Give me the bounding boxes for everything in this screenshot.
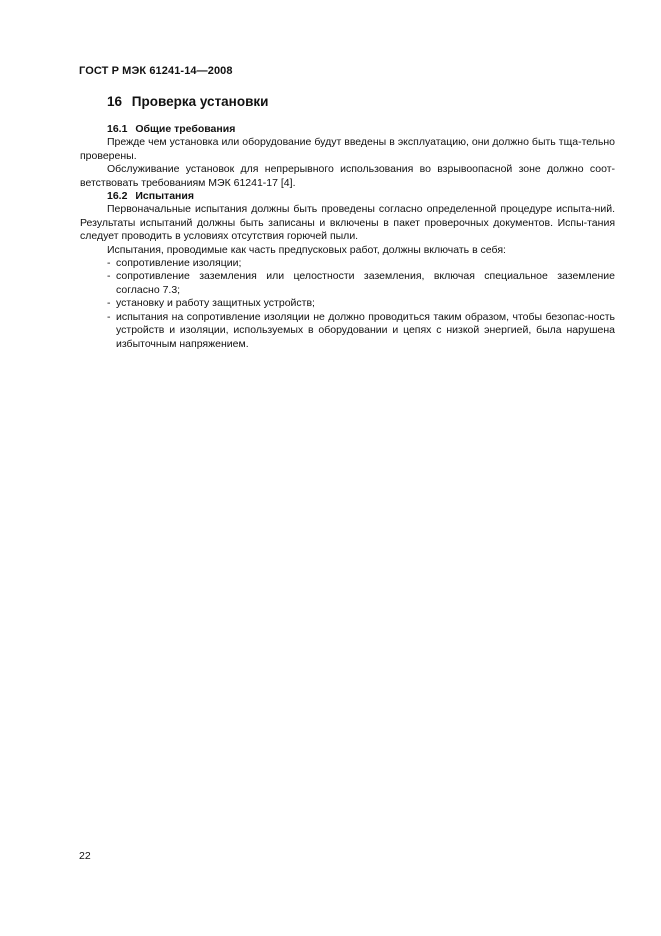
test-requirements-list [80, 257, 615, 351]
section-title-text: Проверка установки [131, 94, 269, 109]
list-item [80, 257, 615, 270]
dash-bullet: - [107, 270, 111, 283]
section-heading [107, 94, 268, 109]
list-item-text: сопротивление заземления или целостности заземления, включая специальное заземление согласно 7.3; [116, 270, 615, 296]
list-item-text: сопротивление изоляции; [116, 257, 242, 270]
section-number: 16 [107, 94, 123, 109]
subsection-title: Испытания [135, 190, 194, 203]
list-item [80, 311, 615, 351]
subsection-number: 16.1 [107, 123, 128, 135]
subsection-number: 16.2 [107, 190, 128, 203]
dash-bullet: - [107, 297, 111, 310]
list-item [80, 270, 615, 297]
subsection-title: Общие требования [135, 123, 236, 135]
page-number: 22 [79, 850, 91, 862]
section-body [80, 123, 615, 351]
dash-bullet: - [107, 310, 111, 323]
list-item [80, 297, 615, 310]
running-header: ГОСТ Р МЭК 61241-14—2008 [79, 65, 233, 77]
list-item-text: испытания на сопротивление изоляции не должно проводиться таким образом, чтобы безопас-ность устройств и изоляции, используемых в оборудовании и цепях с низкой энергией, была нарушена избыточным напряжением. [116, 310, 615, 350]
dash-bullet: - [107, 257, 111, 270]
paragraph: Первоначальные испытания должны быть проведены согласно определенной процедуре испыта-ний. Результаты испытаний должны быть записаны и включены в пакет проверочных документов. Испы-тания следует проводить в условиях отсутствия горючей пыли. [80, 203, 615, 243]
subsection-heading-16-1 [80, 123, 615, 136]
paragraph: Испытания, проводимые как часть предпусковых работ, должны включать в себя: [107, 243, 506, 256]
paragraph: Обслуживание установок для непрерывного использования во взрывоопасной зоне должно соот-ветствовать требованиям МЭК 61241-17 [4]. [80, 163, 615, 189]
list-item-text: установку и работу защитных устройств; [116, 297, 315, 310]
subsection-heading-16-2 [80, 190, 615, 203]
paragraph: Прежде чем установка или оборудование будут введены в эксплуатацию, они должно быть тща-тельно проверены. [80, 136, 615, 162]
